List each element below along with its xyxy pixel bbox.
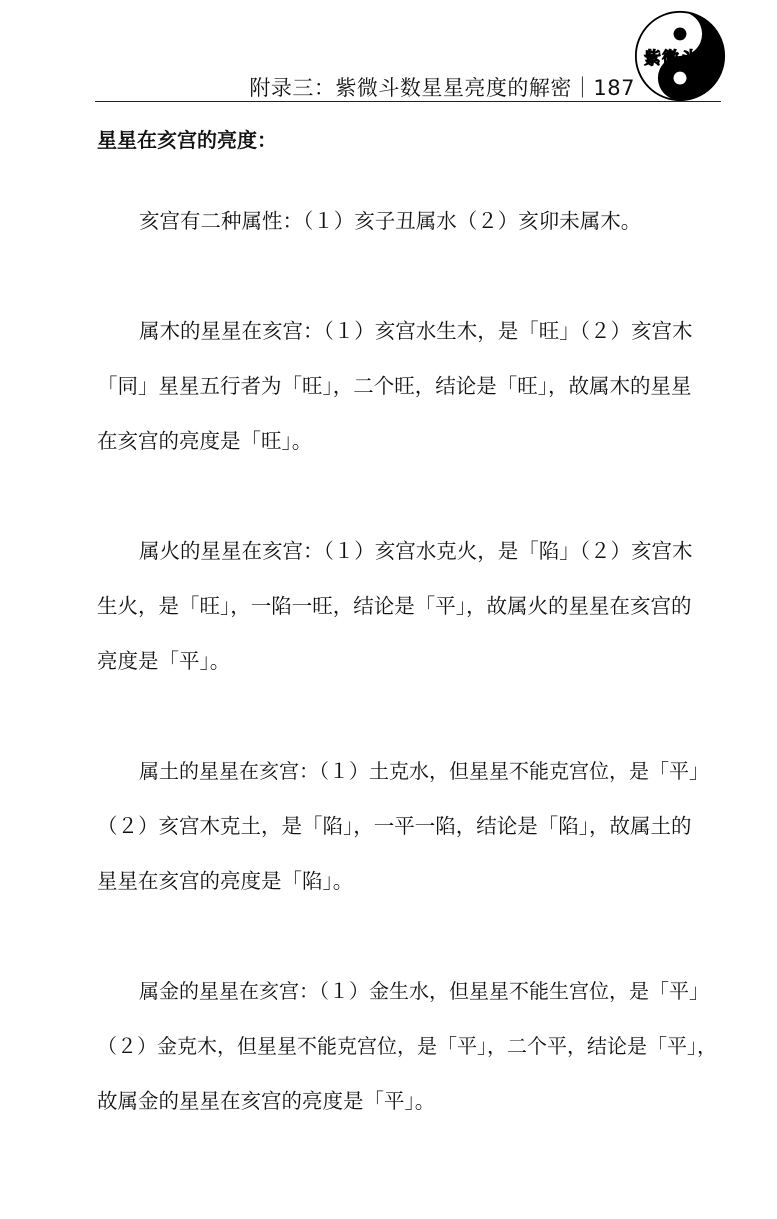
paragraph-line xyxy=(97,1019,722,1074)
line-text: 亥宫有二种属性：（１）亥子丑属水（２）亥卯未属木。 xyxy=(139,209,642,233)
paragraph-line xyxy=(97,799,722,854)
logo-text: 紫微斗數 xyxy=(644,49,716,69)
paragraph-line xyxy=(97,359,722,414)
paragraph-line xyxy=(97,194,722,249)
paragraph xyxy=(97,524,722,689)
paragraph-line xyxy=(97,1074,722,1129)
paragraph-list xyxy=(97,194,722,1129)
line-text: 属土的星星在亥宫：（１）土克水，但星星不能克宫位，是「平」 xyxy=(139,759,709,783)
line-text: 生火，是「旺」，一陷一旺，结论是「平」，故属火的星星在亥宫的 xyxy=(97,594,692,618)
page-header xyxy=(0,0,777,110)
line-text: 星星在亥宫的亮度是「陷」。 xyxy=(97,869,354,893)
line-text: 亮度是「平」。 xyxy=(97,649,231,673)
paragraph-line xyxy=(97,634,722,689)
header-rule xyxy=(95,101,721,102)
paragraph-line xyxy=(97,524,722,579)
line-text: （２）金克木，但星星不能克宫位，是「平」，二个平，结论是「平」， xyxy=(97,1034,717,1058)
paragraph-line xyxy=(97,854,722,909)
paragraph-line xyxy=(97,964,722,1019)
paragraph xyxy=(97,744,722,909)
section-title: 星星在亥宫的亮度： xyxy=(97,128,277,152)
paragraph-line xyxy=(97,579,722,634)
paragraph xyxy=(97,964,722,1129)
line-text: 属火的星星在亥宫：（１）亥宫水克火，是「陷」（２）亥宫木 xyxy=(139,539,693,563)
line-text: 在亥宫的亮度是「旺」。 xyxy=(97,429,313,453)
line-text: 故属金的星星在亥宫的亮度是「平」。 xyxy=(97,1089,436,1113)
line-text: 属木的星星在亥宫：（１）亥宫水生木，是「旺」（２）亥宫木 xyxy=(139,319,693,343)
paragraph xyxy=(97,194,722,249)
paragraph-line xyxy=(97,744,722,799)
paragraph xyxy=(97,304,722,469)
line-text: 属金的星星在亥宫：（１）金生水，但星星不能生宫位，是「平」 xyxy=(139,979,709,1003)
line-text: （２）亥宫木克土，是「陷」，一平一陷，结论是「陷」，故属土的 xyxy=(97,814,692,838)
line-text: 「同」星星五行者为「旺」，二个旺，结论是「旺」，故属木的星星 xyxy=(97,374,692,398)
paragraph-line xyxy=(97,414,722,469)
logo xyxy=(634,10,726,102)
running-title: 附录三：紫微斗数星星亮度的解密｜187 xyxy=(249,76,635,100)
paragraph-line xyxy=(97,304,722,359)
page-content xyxy=(97,120,722,1129)
